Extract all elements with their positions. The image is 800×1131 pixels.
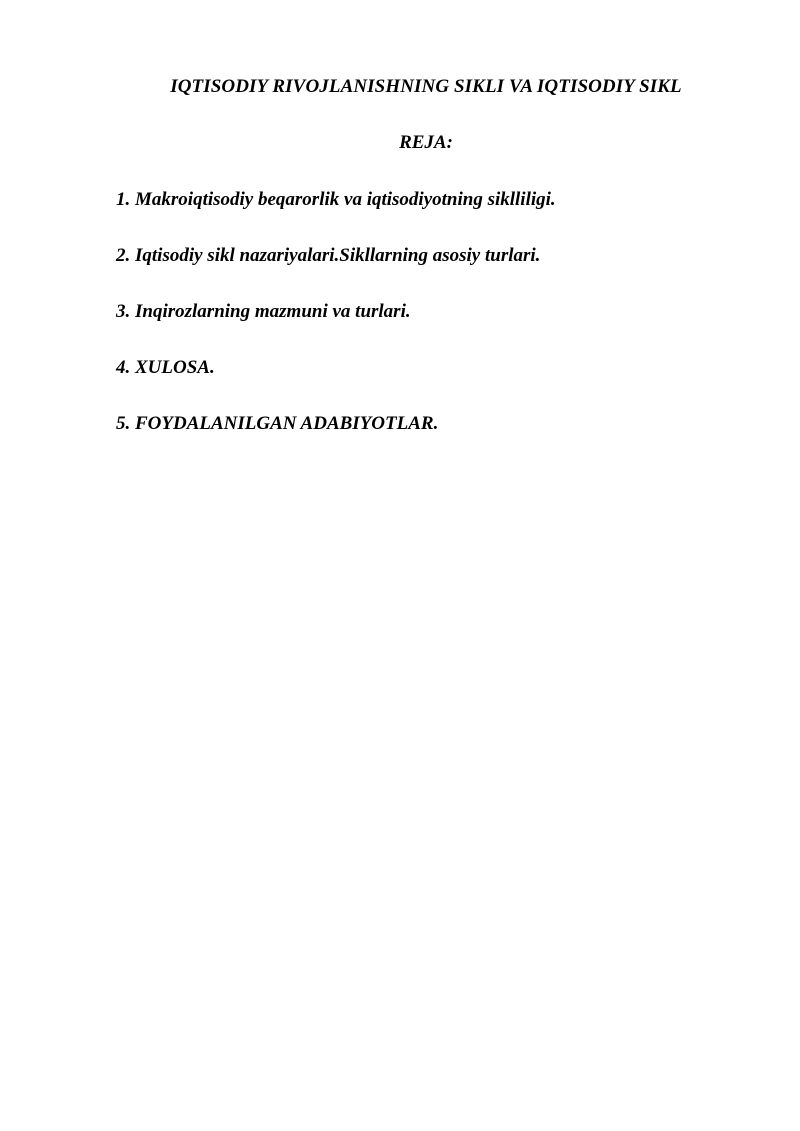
plan-item: 2. Iqtisodiy sikl nazariyalari.Sikllarning asosiy turlari. [116,245,541,266]
plan-item: 5. FOYDALANILGAN ADABIYOTLAR. [116,413,439,434]
plan-item: 3. Inqirozlarning mazmuni va turlari. [116,301,411,322]
plan-list [116,188,556,468]
plan-item: 4. XULOSA. [116,357,215,378]
plan-heading: REJA: [399,132,453,153]
plan-item: 1. Makroiqtisodiy beqarorlik va iqtisodiyotning siklliligi. [116,189,556,210]
document-title: IQTISODIY RIVOJLANISHNING SIKLI VA IQTISODIY SIKL [170,76,682,97]
